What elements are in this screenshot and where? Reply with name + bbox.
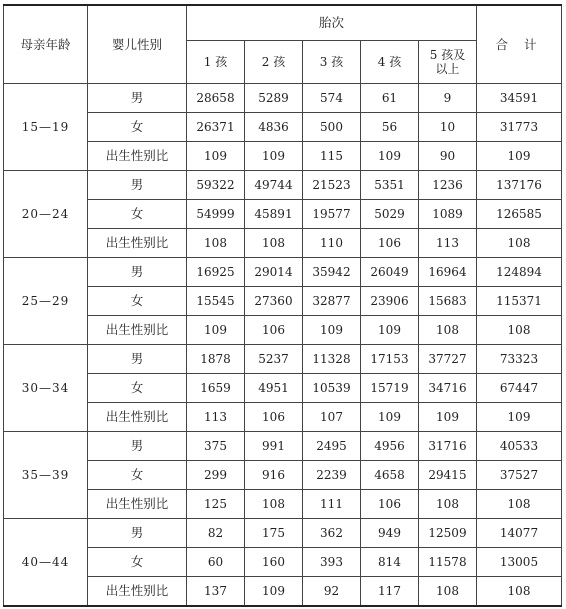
value-cell: 109 [245,577,303,607]
value-cell: 949 [361,519,419,548]
baby-sex-cell: 出生性别比 [88,403,187,432]
table-row [4,345,562,374]
value-cell: 362 [303,519,361,548]
value-cell: 15545 [187,287,245,316]
value-cell: 375 [187,432,245,461]
baby-sex-cell: 男 [88,171,187,200]
value-cell: 31716 [419,432,477,461]
value-cell: 45891 [245,200,303,229]
value-cell: 108 [245,229,303,258]
baby-sex-cell: 出生性别比 [88,316,187,345]
value-cell: 108 [245,490,303,519]
birth-statistics-table [3,4,562,607]
value-cell: 35942 [303,258,361,287]
baby-sex-cell: 女 [88,548,187,577]
value-cell: 4956 [361,432,419,461]
value-cell: 10 [419,113,477,142]
value-cell: 56 [361,113,419,142]
value-cell: 4658 [361,461,419,490]
value-cell: 92 [303,577,361,607]
total-cell: 34591 [477,84,562,113]
value-cell: 916 [245,461,303,490]
value-cell: 26371 [187,113,245,142]
value-cell: 61 [361,84,419,113]
value-cell: 9 [419,84,477,113]
baby-sex-cell: 男 [88,258,187,287]
total-cell: 124894 [477,258,562,287]
total-cell: 115371 [477,287,562,316]
table-row [4,84,562,113]
mother-age-cell: 25—29 [4,258,88,345]
header-order-5-plus: 5 孩及以上 [419,41,477,84]
baby-sex-cell: 女 [88,374,187,403]
baby-sex-cell: 出生性别比 [88,142,187,171]
table-row [4,287,562,316]
value-cell: 117 [361,577,419,607]
value-cell: 21523 [303,171,361,200]
value-cell: 108 [187,229,245,258]
total-cell: 108 [477,490,562,519]
value-cell: 108 [419,490,477,519]
value-cell: 54999 [187,200,245,229]
value-cell: 109 [303,316,361,345]
table-container [3,4,562,607]
value-cell: 11328 [303,345,361,374]
mother-age-cell: 30—34 [4,345,88,432]
table-row [4,577,562,607]
value-cell: 12509 [419,519,477,548]
total-cell: 13005 [477,548,562,577]
value-cell: 5029 [361,200,419,229]
total-cell: 126585 [477,200,562,229]
table-row [4,403,562,432]
table-row [4,200,562,229]
value-cell: 15719 [361,374,419,403]
baby-sex-cell: 出生性别比 [88,229,187,258]
value-cell: 109 [419,403,477,432]
value-cell: 28658 [187,84,245,113]
value-cell: 23906 [361,287,419,316]
value-cell: 109 [187,316,245,345]
value-cell: 111 [303,490,361,519]
value-cell: 106 [361,490,419,519]
value-cell: 106 [245,316,303,345]
total-cell: 108 [477,229,562,258]
value-cell: 4836 [245,113,303,142]
mother-age-cell: 35—39 [4,432,88,519]
mother-age-cell: 20—24 [4,171,88,258]
value-cell: 16925 [187,258,245,287]
total-cell: 108 [477,577,562,607]
value-cell: 137 [187,577,245,607]
value-cell: 109 [245,142,303,171]
table-row [4,113,562,142]
header-baby-sex: 婴儿性别 [88,5,187,84]
value-cell: 108 [419,577,477,607]
value-cell: 10539 [303,374,361,403]
baby-sex-cell: 女 [88,461,187,490]
value-cell: 991 [245,432,303,461]
baby-sex-cell: 出生性别比 [88,490,187,519]
value-cell: 299 [187,461,245,490]
value-cell: 29014 [245,258,303,287]
baby-sex-cell: 女 [88,287,187,316]
baby-sex-cell: 男 [88,84,187,113]
total-cell: 108 [477,316,562,345]
value-cell: 500 [303,113,361,142]
value-cell: 5351 [361,171,419,200]
table-row [4,142,562,171]
baby-sex-cell: 女 [88,113,187,142]
value-cell: 19577 [303,200,361,229]
table-body [4,84,562,607]
value-cell: 82 [187,519,245,548]
baby-sex-cell: 男 [88,345,187,374]
value-cell: 29415 [419,461,477,490]
value-cell: 32877 [303,287,361,316]
baby-sex-cell: 女 [88,200,187,229]
value-cell: 5237 [245,345,303,374]
value-cell: 5289 [245,84,303,113]
header-order-2: 2 孩 [245,41,303,84]
value-cell: 1236 [419,171,477,200]
value-cell: 109 [361,316,419,345]
mother-age-cell: 40—44 [4,519,88,607]
table-row [4,432,562,461]
value-cell: 17153 [361,345,419,374]
value-cell: 2239 [303,461,361,490]
value-cell: 109 [361,403,419,432]
header-order-4: 4 孩 [361,41,419,84]
table-row [4,229,562,258]
baby-sex-cell: 男 [88,432,187,461]
value-cell: 113 [419,229,477,258]
total-cell: 137176 [477,171,562,200]
value-cell: 106 [245,403,303,432]
total-cell: 73323 [477,345,562,374]
total-cell: 67447 [477,374,562,403]
value-cell: 393 [303,548,361,577]
value-cell: 160 [245,548,303,577]
value-cell: 37727 [419,345,477,374]
value-cell: 115 [303,142,361,171]
table-row [4,519,562,548]
table-row [4,171,562,200]
table-row [4,461,562,490]
value-cell: 113 [187,403,245,432]
header-order-1: 1 孩 [187,41,245,84]
header-order-3: 3 孩 [303,41,361,84]
value-cell: 109 [187,142,245,171]
value-cell: 2495 [303,432,361,461]
value-cell: 1089 [419,200,477,229]
table-row [4,490,562,519]
header-birth-order: 胎次 [187,5,477,41]
header-row-1 [4,5,562,41]
baby-sex-cell: 出生性别比 [88,577,187,607]
value-cell: 110 [303,229,361,258]
value-cell: 15683 [419,287,477,316]
value-cell: 109 [361,142,419,171]
value-cell: 1878 [187,345,245,374]
value-cell: 108 [419,316,477,345]
value-cell: 4951 [245,374,303,403]
value-cell: 59322 [187,171,245,200]
table-row [4,258,562,287]
value-cell: 90 [419,142,477,171]
value-cell: 106 [361,229,419,258]
total-cell: 31773 [477,113,562,142]
value-cell: 16964 [419,258,477,287]
total-cell: 37527 [477,461,562,490]
value-cell: 60 [187,548,245,577]
value-cell: 574 [303,84,361,113]
table-row [4,548,562,577]
value-cell: 125 [187,490,245,519]
header-mother-age: 母亲年龄 [4,5,88,84]
value-cell: 1659 [187,374,245,403]
header-total: 合 计 [477,5,562,84]
total-cell: 40533 [477,432,562,461]
value-cell: 175 [245,519,303,548]
total-cell: 14077 [477,519,562,548]
baby-sex-cell: 男 [88,519,187,548]
total-cell: 109 [477,142,562,171]
value-cell: 49744 [245,171,303,200]
value-cell: 814 [361,548,419,577]
total-cell: 109 [477,403,562,432]
value-cell: 27360 [245,287,303,316]
value-cell: 11578 [419,548,477,577]
mother-age-cell: 15—19 [4,84,88,171]
value-cell: 34716 [419,374,477,403]
table-row [4,316,562,345]
value-cell: 107 [303,403,361,432]
table-row [4,374,562,403]
value-cell: 26049 [361,258,419,287]
